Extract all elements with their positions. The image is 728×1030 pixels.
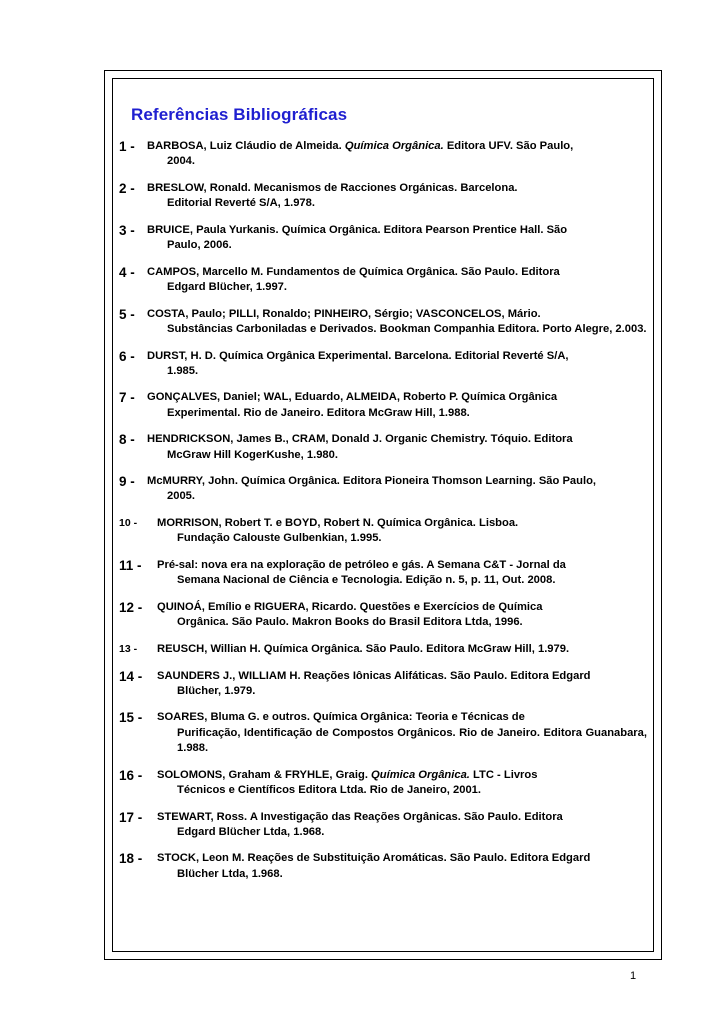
- reference-text: [147, 474, 647, 504]
- reference-number: 15 -: [119, 710, 143, 726]
- reference-continuation: Paulo, 2006.: [167, 239, 232, 252]
- reference-item: [119, 558, 647, 588]
- reference-text: [147, 432, 647, 462]
- reference-number: 7 -: [119, 390, 135, 406]
- reference-line: BRUICE, Paula Yurkanis. Química Orgânica. Editora Pearson Prentice Hall. São: [147, 223, 568, 236]
- reference-text: [147, 181, 647, 211]
- reference-number: 2 -: [119, 180, 135, 196]
- reference-italic-title: Química Orgânica.: [371, 768, 470, 781]
- reference-line: QUINOÁ, Emílio e RIGUERA, Ricardo. Questões e Exercícios de Química: [157, 600, 543, 613]
- reference-text: [157, 710, 647, 756]
- reference-item: [119, 223, 647, 253]
- reference-number: 17 -: [119, 809, 143, 825]
- reference-text: [147, 265, 647, 295]
- reference-item: [119, 349, 647, 379]
- reference-text: [147, 223, 647, 253]
- reference-item: [119, 307, 647, 337]
- reference-text: [157, 558, 647, 588]
- reference-item: [119, 181, 647, 211]
- reference-text: [157, 516, 647, 546]
- reference-line: COSTA, Paulo; PILLI, Ronaldo; PINHEIRO, Sérgio; VASCONCELOS, Mário.: [147, 307, 541, 320]
- reference-continuation: 2004.: [167, 155, 195, 168]
- reference-line: GONÇALVES, Daniel; WAL, Eduardo, ALMEIDA, Roberto P. Química Orgânica: [147, 391, 558, 404]
- page-title: Referências Bibliográficas: [131, 105, 348, 124]
- reference-item: [119, 851, 647, 881]
- reference-continuation: Blücher Ltda, 1.968.: [177, 867, 283, 880]
- reference-continuation: Fundação Calouste Gulbenkian, 1.995.: [177, 532, 382, 545]
- reference-continuation: Edgard Blücher Ltda, 1.968.: [177, 825, 325, 838]
- reference-number: 11 -: [119, 558, 142, 574]
- reference-text: [157, 810, 647, 840]
- reference-text: [157, 768, 647, 798]
- reference-item: [119, 710, 647, 756]
- reference-text: [157, 642, 647, 657]
- reference-italic-title: Química Orgânica.: [344, 140, 444, 152]
- reference-item: [119, 390, 647, 420]
- reference-number: 3 -: [119, 222, 135, 238]
- reference-item: [119, 768, 647, 798]
- reference-line: MORRISON, Robert T. e BOYD, Robert N. Química Orgânica. Lisboa.: [157, 517, 519, 530]
- reference-line: BRESLOW, Ronald. Mecanismos de Racciones Orgánicas. Barcelona.: [147, 181, 518, 194]
- reference-continuation: 1.985.: [167, 364, 199, 377]
- reference-line: McMURRY, John. Química Orgânica. Editora Pioneira Thomson Learning. São Paulo,: [147, 475, 597, 488]
- reference-text: [157, 600, 647, 630]
- reference-line: CAMPOS, Marcello M. Fundamentos de Química Orgânica. São Paulo. Editora: [147, 265, 560, 278]
- reference-line: SOARES, Bluma G. e outros. Química Orgânica: Teoria e Técnicas de: [157, 711, 525, 724]
- reference-continuation: Purificação, Identificação de Compostos Orgânicos. Rio de Janeiro. Editora Guanabara, 1.988.: [177, 726, 647, 754]
- reference-continuation: 2005.: [167, 490, 195, 503]
- reference-number: 16 -: [119, 767, 143, 783]
- reference-continuation: McGraw Hill KogerKushe, 1.980.: [167, 448, 338, 461]
- reference-continuation: Blücher, 1.979.: [177, 684, 256, 697]
- reference-text: [147, 307, 647, 337]
- reference-line: BARBOSA, Luiz Cláudio de Almeida.: [147, 140, 345, 152]
- reference-item: [119, 432, 647, 462]
- reference-line: Pré-sal: nova era na exploração de petróleo e gás. A Semana C&T - Jornal da: [157, 559, 566, 572]
- reference-text: [147, 349, 647, 379]
- reference-text: [147, 139, 647, 169]
- reference-number: 14 -: [119, 668, 143, 684]
- reference-item: [119, 600, 647, 630]
- reference-number: 1 -: [119, 139, 135, 154]
- reference-item: [119, 516, 647, 546]
- reference-line: LTC - Livros: [469, 768, 538, 781]
- reference-number: 4 -: [119, 264, 135, 280]
- reference-number: 10 -: [119, 517, 138, 530]
- reference-continuation: Substâncias Carboniladas e Derivados. Bookman Companhia Editora. Porto Alegre, 2.003.: [167, 322, 647, 335]
- reference-continuation: Edgard Blücher, 1.997.: [167, 280, 288, 293]
- reference-line: HENDRICKSON, James B., CRAM, Donald J. Organic Chemistry. Tóquio. Editora: [147, 433, 573, 446]
- reference-number: 6 -: [119, 348, 135, 364]
- reference-number: 18 -: [119, 851, 143, 867]
- reference-text: [157, 669, 647, 699]
- reference-number: 8 -: [119, 432, 135, 448]
- reference-line: SOLOMONS, Graham & FRYHLE, Graig.: [157, 768, 372, 781]
- reference-item: [119, 139, 647, 169]
- reference-item: [119, 669, 647, 699]
- reference-line: STOCK, Leon M. Reações de Substituição Aromáticas. São Paulo. Editora Edgard: [157, 852, 591, 865]
- reference-continuation: Experimental. Rio de Janeiro. Editora McGraw Hill, 1.988.: [167, 406, 470, 419]
- reference-line: DURST, H. D. Química Orgânica Experimental. Barcelona. Editorial Reverté S/A,: [147, 349, 569, 362]
- reference-line: SAUNDERS J., WILLIAM H. Reações Iônicas Alifáticas. São Paulo. Editora Edgard: [157, 669, 591, 682]
- reference-item: [119, 474, 647, 504]
- reference-number: 12 -: [119, 599, 143, 615]
- page-number: 1: [630, 970, 637, 982]
- reference-text: [157, 851, 647, 881]
- bibliography-section: [119, 105, 647, 893]
- reference-line: REUSCH, Willian H. Química Orgânica. São Paulo. Editora McGraw Hill, 1.979.: [157, 642, 570, 655]
- reference-line: Editora UFV. São Paulo,: [443, 140, 574, 152]
- reference-number: 9 -: [119, 474, 135, 490]
- reference-line: STEWART, Ross. A Investigação das Reações Orgânicas. São Paulo. Editora: [157, 810, 563, 823]
- reference-continuation: Técnicos e Científicos Editora Ltda. Rio de Janeiro, 2001.: [177, 783, 482, 796]
- reference-continuation: Orgânica. São Paulo. Makron Books do Brasil Editora Ltda, 1996.: [177, 616, 523, 629]
- reference-number: 5 -: [119, 306, 135, 322]
- reference-item: [119, 642, 647, 657]
- reference-continuation: Editorial Reverté S/A, 1.978.: [167, 197, 315, 210]
- reference-text: [147, 390, 647, 420]
- reference-continuation: Semana Nacional de Ciência e Tecnologia. Edição n. 5, p. 11, Out. 2008.: [177, 574, 556, 587]
- reference-number: 13 -: [119, 642, 138, 655]
- reference-item: [119, 810, 647, 840]
- reference-item: [119, 265, 647, 295]
